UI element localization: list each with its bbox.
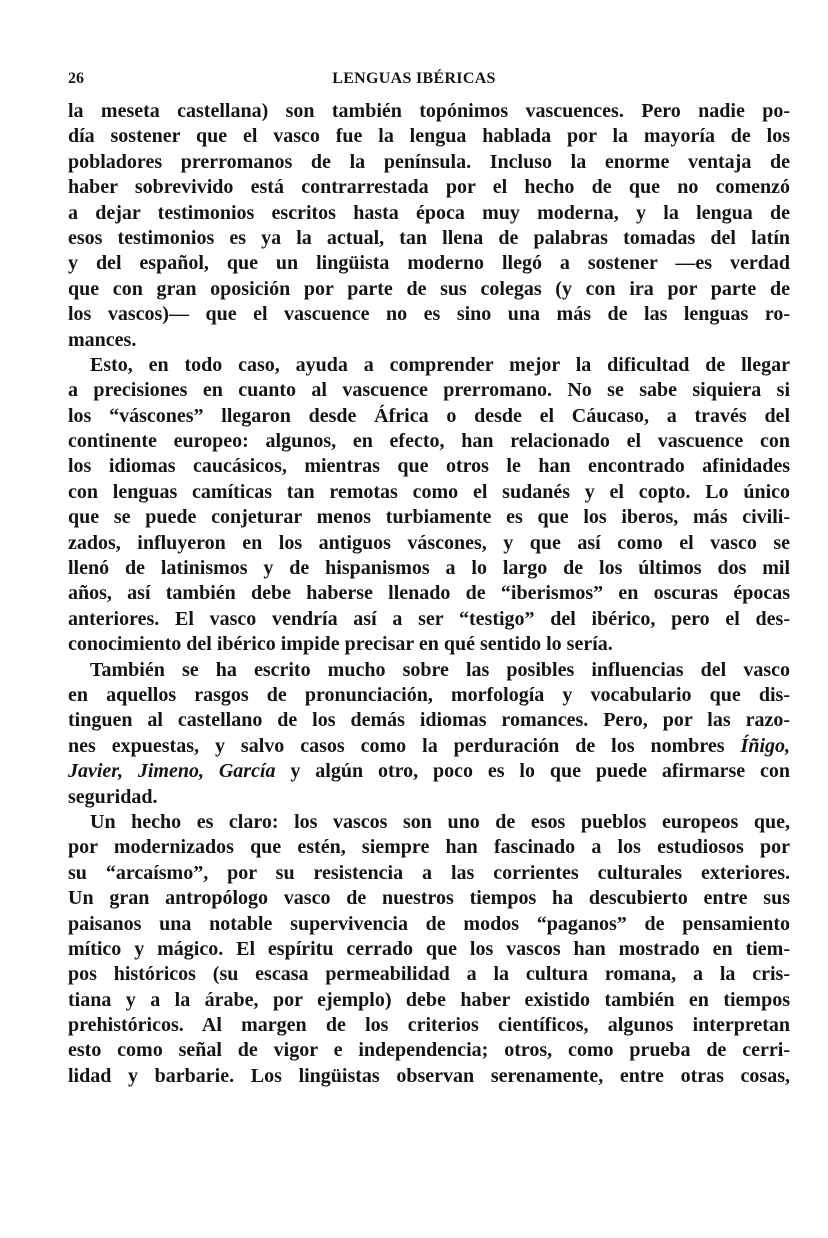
text-line [68, 454, 790, 479]
text-line [68, 378, 790, 403]
text-segment: a precisiones en cuanto al vascuence prerromano. No se sabe siquiera si [68, 379, 790, 402]
text-line [68, 99, 790, 124]
text-segment: su “arcaísmo”, por su resistencia a las corrientes culturales exteriores. [68, 861, 790, 884]
text-segment: prehistóricos. Al margen de los criterios científicos, algunos interpretan [68, 1014, 790, 1037]
text-segment: tiana y a la árabe, por ejemplo) debe haber existido también en tiempos [68, 988, 790, 1011]
text-line [68, 962, 790, 987]
text-segment: esos testimonios es ya la actual, tan llena de palabras tomadas del latín [68, 226, 790, 249]
text-line [68, 1013, 790, 1038]
text-line [68, 861, 790, 886]
text-line [68, 912, 790, 937]
text-line [68, 810, 790, 835]
text-line [68, 1064, 790, 1089]
text-segment: y algún otro, poco es lo que puede afirmarse con [275, 760, 790, 783]
text-segment: que se puede conjeturar menos turbiamente es que los iberos, más civili- [68, 506, 790, 529]
paragraph [68, 810, 790, 1089]
text-segment: tinguen al castellano de los demás idiomas romances. Pero, por las razo- [68, 709, 790, 732]
text-line [68, 708, 790, 733]
text-segment: los idiomas caucásicos, mientras que otros le han encontrado afinidades [68, 455, 790, 478]
text-line [68, 683, 790, 708]
text-segment: paisanos una notable supervivencia de modos “paganos” de pensamiento [68, 912, 790, 935]
text-segment: por modernizados que estén, siempre han fascinado a los estudiosos por [68, 836, 790, 859]
text-segment: continente europeo: algunos, en efecto, han relacionado el vascuence con [68, 430, 790, 453]
text-line [68, 658, 790, 683]
text-segment: a dejar testimonios escritos hasta época muy moderna, y la lengua de [68, 201, 790, 224]
text-segment: haber sobrevivido está contrarrestada por el hecho de que no comenzó [68, 176, 790, 199]
text-segment: llenó de latinismos y de hispanismos a lo largo de los últimos dos mil [68, 557, 790, 580]
text-segment: pobladores prerromanos de la península. Incluso la enorme ventaja de [68, 150, 790, 173]
text-line [68, 886, 790, 911]
page-number: 26 [68, 70, 84, 87]
text-segment: día sostener que el vasco fue la lengua hablada por la mayoría de los [68, 125, 790, 148]
text-segment: la meseta castellana) son también topónimos vascuences. Pero nadie po- [68, 100, 790, 122]
text-line [68, 201, 790, 226]
paragraph [68, 658, 790, 810]
text-segment: Un hecho es claro: los vascos son uno de esos pueblos europeos que, [90, 810, 790, 833]
running-head: LENGUAS IBÉRICAS [332, 70, 496, 87]
text-line [68, 175, 790, 200]
paragraph [68, 353, 790, 658]
text-line [68, 480, 790, 505]
text-line [68, 632, 790, 657]
italic-text: Íñigo, [740, 734, 790, 757]
text-segment: seguridad. [68, 785, 158, 808]
text-line [68, 607, 790, 632]
text-line [68, 124, 790, 149]
text-segment: en aquellos rasgos de pronunciación, morfología y vocabulario que dis- [68, 683, 790, 706]
text-segment: los vascos)— que el vascuence no es sino una más de las lenguas ro- [68, 303, 790, 326]
text-segment: que con gran oposición por parte de sus colegas (y con ira por parte de [68, 277, 790, 300]
text-segment: También se ha escrito mucho sobre las posibles influencias del vasco [90, 658, 790, 681]
text-segment: esto como señal de vigor e independencia; otros, como prueba de cerri- [68, 1039, 790, 1062]
text-line [68, 531, 790, 556]
italic-text: Javier, Jimeno, García [68, 760, 276, 783]
text-line [68, 581, 790, 606]
text-line [68, 353, 790, 378]
text-line [68, 785, 790, 810]
text-line [68, 759, 790, 784]
paragraph [68, 99, 790, 353]
text-line [68, 835, 790, 860]
text-line [68, 734, 790, 759]
body-text [68, 99, 790, 1089]
text-segment: Esto, en todo caso, ayuda a comprender mejor la dificultad de llegar [90, 353, 790, 376]
text-line [68, 251, 790, 276]
text-line [68, 404, 790, 429]
text-segment: años, así también debe haberse llenado de “iberismos” en oscuras épocas [68, 582, 790, 605]
text-line [68, 328, 790, 353]
text-line [68, 937, 790, 962]
text-line [68, 429, 790, 454]
text-segment: con lenguas camíticas tan remotas como el sudanés y el copto. Lo único [68, 480, 790, 503]
text-segment: los “váscones” llegaron desde África o desde el Cáucaso, a través del [68, 404, 790, 427]
text-line [68, 302, 790, 327]
text-line [68, 277, 790, 302]
text-segment: mances. [68, 328, 137, 351]
text-segment: mítico y mágico. El espíritu cerrado que los vascos han mostrado en tiem- [68, 937, 790, 960]
text-segment: lidad y barbarie. Los lingüistas observan serenamente, entre otras cosas, [68, 1064, 790, 1087]
text-line [68, 1038, 790, 1063]
text-segment: nes expuestas, y salvo casos como la perduración de los nombres [68, 734, 741, 757]
text-segment: pos históricos (su escasa permeabilidad a la cultura romana, a la cris- [68, 963, 790, 986]
text-segment: Un gran antropólogo vasco de nuestros tiempos ha descubierto entre sus [68, 887, 790, 910]
text-segment: conocimiento del ibérico impide precisar en qué sentido lo sería. [68, 633, 613, 656]
text-line [68, 226, 790, 251]
text-line [68, 988, 790, 1013]
text-line [68, 505, 790, 530]
text-line [68, 556, 790, 581]
text-segment: anteriores. El vasco vendría así a ser “testigo” del ibérico, pero el des- [68, 607, 790, 630]
text-line [68, 150, 790, 175]
text-segment: y del español, que un lingüista moderno llegó a sostener —es verdad [68, 252, 790, 275]
text-segment: zados, influyeron en los antiguos váscones, y que así como el vasco se [68, 531, 790, 554]
